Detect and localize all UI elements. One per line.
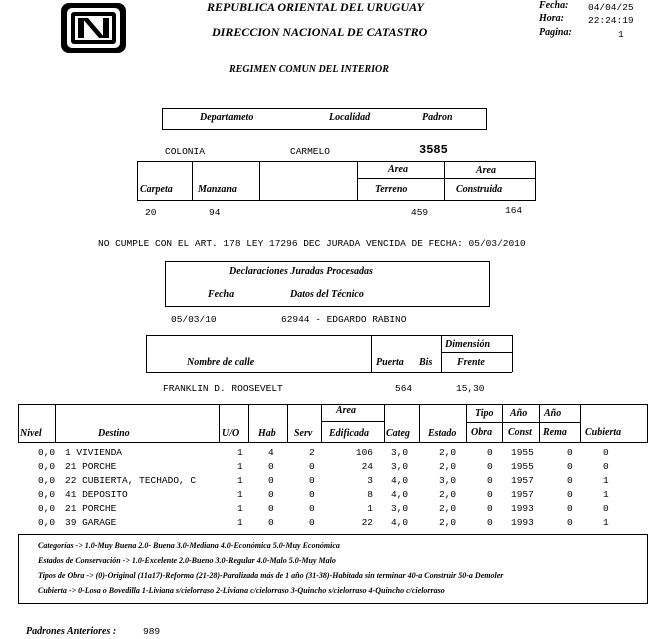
cell-edificada: 1 (367, 503, 373, 514)
cell-serv: 0 (309, 517, 315, 528)
cell-nivel: 0,0 (38, 503, 56, 514)
calle-nombre-value: FRANKLIN D. ROOSEVELT (163, 383, 283, 394)
manzana-value: 94 (209, 207, 221, 218)
header-title-2: DIRECCION NACIONAL DE CATASTRO (212, 25, 428, 39)
cell-nivel: 0,0 (38, 517, 56, 528)
col-tipo-label: Tipo (475, 408, 494, 419)
cell-const: 1955 (511, 461, 534, 472)
vencimiento-notice: NO CUMPLE CON EL ART. 178 LEY 17296 DEC JURADA VENCIDA DE FECHA: 05/03/2010 (98, 238, 526, 249)
cell-rema: 0 (567, 461, 573, 472)
terreno-value: 459 (411, 207, 429, 218)
calle-puerta-value: 564 (395, 383, 413, 394)
col-anio-const-label: Año (510, 408, 528, 419)
area-terreno-label: Area (388, 164, 408, 175)
cell-categ: 4,0 (391, 475, 409, 486)
legend-estados: Estados de Conservación -> 1.0-Excelente 2.0-Bueno 3.0-Regular 4.0-Malo 5.0-Muy Malo (38, 556, 336, 565)
cell-hab: 0 (268, 475, 274, 486)
declaraciones-tecnico-value: 62944 - EDGARDO RABINO (281, 314, 407, 325)
declaraciones-fecha-label: Fecha (208, 289, 235, 300)
cell-obra: 0 (487, 489, 493, 500)
fecha-value: 04/04/25 (588, 2, 634, 13)
cell-const: 1957 (511, 489, 534, 500)
cell-hab: 0 (268, 503, 274, 514)
col-rema-label: Rema (543, 427, 567, 438)
cell-rema: 0 (567, 475, 573, 486)
cell-edificada: 22 (361, 517, 373, 528)
declaraciones-title: Declaraciones Juradas Procesadas (229, 266, 373, 277)
cell-const: 1955 (511, 447, 534, 458)
cell-destino: 21 PORCHE (65, 461, 117, 472)
col-cubierta-label: Cubierta (585, 427, 622, 438)
cell-destino: 1 VIVIENDA (65, 447, 123, 458)
col-obra-label: Obra (471, 427, 493, 438)
cell-destino: 22 CUBIERTA, TECHADO, C (65, 475, 197, 486)
cell-estado: 2,0 (439, 489, 457, 500)
cell-rema: 0 (567, 447, 573, 458)
col-edificada-label: Edificada (329, 428, 369, 439)
departamento-label: Departameto (200, 112, 254, 123)
col-destino-label: Destino (98, 428, 130, 439)
bis-label: Bis (419, 357, 433, 368)
departamento-value: COLONIA (165, 146, 205, 157)
terreno-label: Terreno (375, 184, 408, 195)
col-uo-label: U/O (222, 428, 240, 439)
cell-serv: 2 (309, 447, 315, 458)
padron-value: 3585 (419, 143, 448, 157)
col-nivel-label: Nivel (20, 428, 42, 439)
cell-estado: 2,0 (439, 503, 457, 514)
cell-hab: 0 (268, 489, 274, 500)
localidad-value: CARMELO (290, 146, 330, 157)
col-estado-label: Estado (428, 428, 457, 439)
nombre-calle-label: Nombre de calle (187, 357, 255, 368)
area-construida-label: Area (476, 165, 496, 176)
legend-categorias: Categorías -> 1.0-Muy Buena 2.0- Buena 3.0-Mediana 4.0-Económica 5.0-Muy Económica (38, 541, 340, 550)
cell-edificada: 24 (361, 461, 373, 472)
cell-obra: 0 (487, 447, 493, 458)
cell-uo: 1 (237, 517, 243, 528)
cell-categ: 4,0 (391, 517, 409, 528)
cell-nivel: 0,0 (38, 461, 56, 472)
localidad-label: Localidad (329, 112, 371, 123)
cell-cubierta: 1 (603, 475, 609, 486)
cell-destino: 39 GARAGE (65, 517, 117, 528)
cell-uo: 1 (237, 489, 243, 500)
col-serv-label: Serv (294, 428, 313, 439)
frente-label: Frente (457, 357, 485, 368)
cell-uo: 1 (237, 475, 243, 486)
header-subtitle: REGIMEN COMUN DEL INTERIOR (229, 64, 389, 75)
cell-hab: 0 (268, 517, 274, 528)
cell-const: 1993 (511, 503, 534, 514)
legend-tipos-obra: Tipos de Obra -> (0)-Original (11a17)-Reforma (21-28)-Paralizada más de 1 año (31-38)-Habitada sin terminar 40-a Construir 50-a Demoler (38, 571, 504, 580)
calle-frente-value: 15,30 (456, 383, 485, 394)
pagina-value: 1 (618, 29, 624, 40)
cell-nivel: 0,0 (38, 489, 56, 500)
catastro-logo (60, 2, 127, 54)
cell-nivel: 0,0 (38, 475, 56, 486)
col-area-label: Area (336, 405, 356, 416)
cell-estado: 2,0 (439, 461, 457, 472)
cell-edificada: 8 (367, 489, 373, 500)
col-anio-rema-label: Año (544, 408, 562, 419)
construida-value: 164 (505, 205, 523, 216)
cell-rema: 0 (567, 503, 573, 514)
dimension-label: Dimensión (445, 339, 491, 350)
cell-categ: 3,0 (391, 461, 409, 472)
cell-edificada: 106 (355, 447, 373, 458)
cell-estado: 2,0 (439, 447, 457, 458)
cell-cubierta: 0 (603, 447, 609, 458)
col-hab-label: Hab (258, 428, 276, 439)
cell-categ: 3,0 (391, 447, 409, 458)
declaraciones-fecha-value: 05/03/10 (171, 314, 217, 325)
col-categ-label: Categ (386, 428, 410, 439)
cell-uo: 1 (237, 461, 243, 472)
cell-estado: 3,0 (439, 475, 457, 486)
cell-hab: 4 (268, 447, 274, 458)
cell-serv: 0 (309, 461, 315, 472)
cell-cubierta: 0 (603, 461, 609, 472)
cell-edificada: 3 (367, 475, 373, 486)
cell-destino: 41 DEPOSITO (65, 489, 128, 500)
padrones-anteriores-value: 989 (143, 626, 161, 637)
cell-categ: 4,0 (391, 489, 409, 500)
cell-const: 1957 (511, 475, 534, 486)
cell-const: 1993 (511, 517, 534, 528)
pagina-label: Pagina: (539, 27, 572, 38)
cell-obra: 0 (487, 461, 493, 472)
declaraciones-tecnico-label: Datos del Técnico (290, 289, 364, 300)
col-const-label: Const (508, 427, 532, 438)
puerta-label: Puerta (376, 357, 404, 368)
manzana-label: Manzana (198, 184, 237, 195)
cell-destino: 21 PORCHE (65, 503, 117, 514)
cell-uo: 1 (237, 447, 243, 458)
cell-cubierta: 1 (603, 489, 609, 500)
cell-nivel: 0,0 (38, 447, 56, 458)
cell-serv: 0 (309, 503, 315, 514)
padron-label: Padron (422, 112, 453, 123)
header-title-1: REPUBLICA ORIENTAL DEL URUGUAY (207, 0, 424, 14)
cell-obra: 0 (487, 475, 493, 486)
hora-value: 22:24:19 (588, 15, 634, 26)
fecha-label: Fecha: (539, 0, 569, 11)
padrones-anteriores-label: Padrones Anteriores : (26, 626, 117, 637)
cell-cubierta: 0 (603, 503, 609, 514)
cell-cubierta: 1 (603, 517, 609, 528)
cell-uo: 1 (237, 503, 243, 514)
carpeta-label: Carpeta (140, 184, 173, 195)
cell-serv: 0 (309, 489, 315, 500)
cell-obra: 0 (487, 517, 493, 528)
cell-hab: 0 (268, 461, 274, 472)
cell-serv: 0 (309, 475, 315, 486)
cell-estado: 2,0 (439, 517, 457, 528)
cell-categ: 3,0 (391, 503, 409, 514)
cell-rema: 0 (567, 489, 573, 500)
cell-obra: 0 (487, 503, 493, 514)
cell-rema: 0 (567, 517, 573, 528)
construida-label: Construida (456, 184, 503, 195)
legend-cubierta: Cubierta -> 0-Losa o Bovedilla 1-Liviana s/cielorraso 2-Liviana c/cielorraso 3-Quincho s/cielorraso 4-Quincho c/cielorraso (38, 586, 445, 595)
carpeta-value: 20 (145, 207, 157, 218)
hora-label: Hora: (539, 13, 564, 24)
